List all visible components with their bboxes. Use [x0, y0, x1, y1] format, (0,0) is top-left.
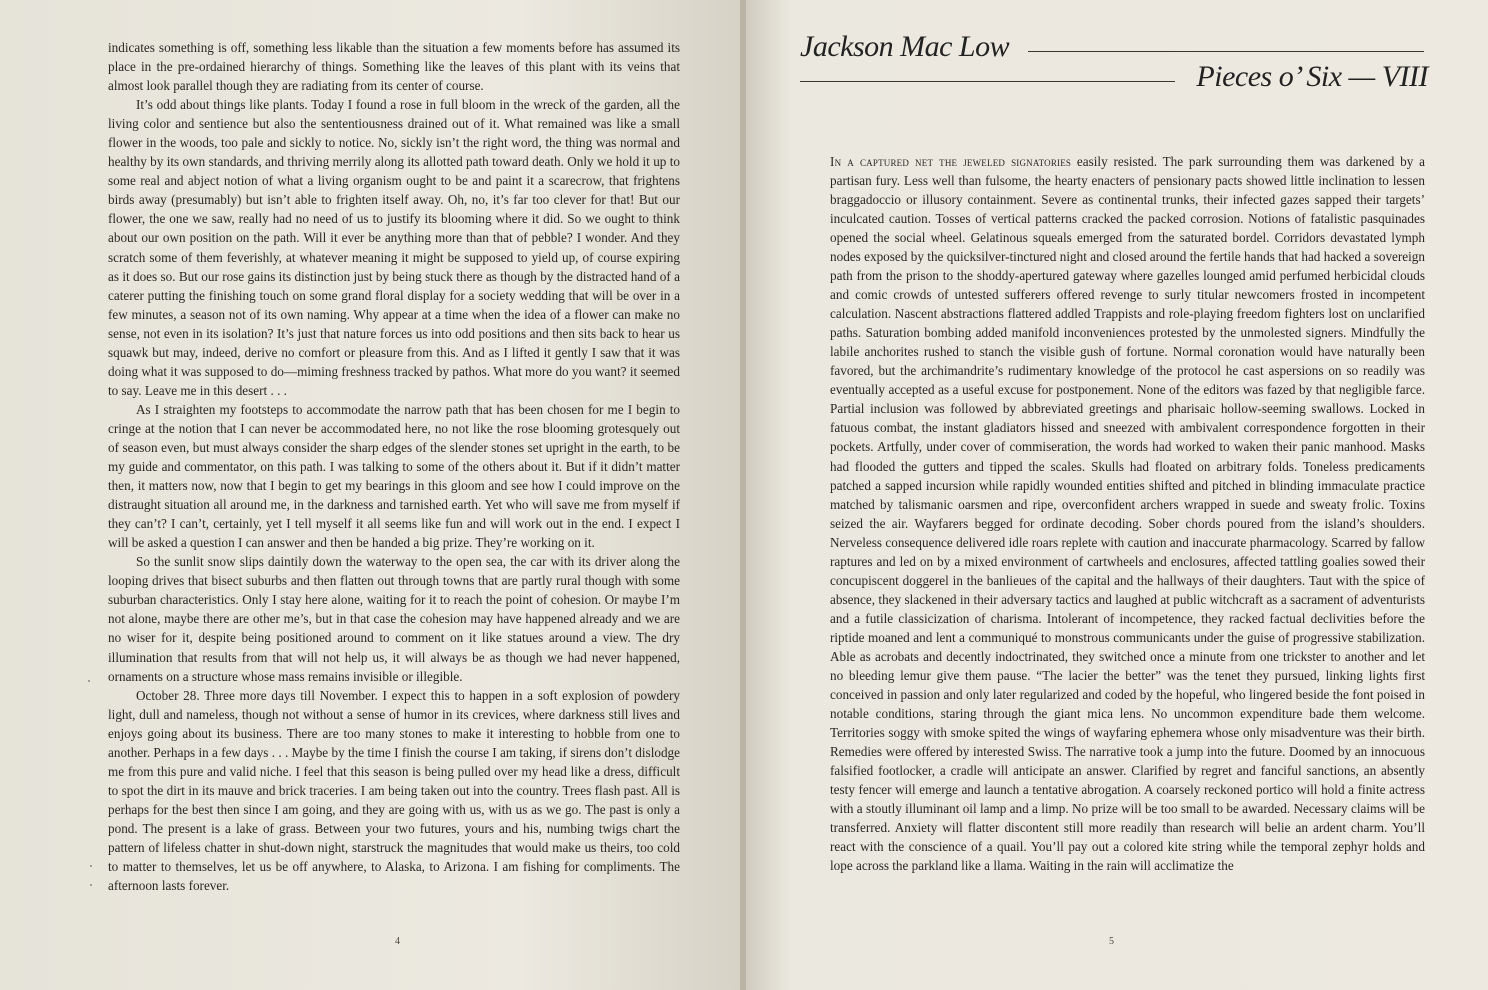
page-number-right: 5: [1109, 936, 1114, 947]
right-page: [746, 0, 1488, 990]
page-number-left: 4: [395, 936, 400, 947]
paragraph: It’s odd about things like plants. Today I found a rose in full bloom in the wreck of the garden, all the living color and sentience but also the sententiousness drained out of it. What remained was like a small flower in the woods, too pale and sickly to notice. No, sickly isn’t the right word, the thing was normal and healthy by its own standards, and thriving merrily along its allotted path toward death. Only we hold it up to some real and abject notion of what a living organism ought to be and paint it a scarecrow, that frightens birds away (presumably) but isn’t able to frighten itself away. Oh, no, it’s far too clever for that! But our flower, the one we saw, really had no need of us to justify its blooming where it did. So we ought to think about our own position on the path. Will it ever be anything more than that of pebble? I wonder. And they scratch some of them feverishly, at whatever meaning it might be supposed to yield up, of course expiring as it does so. But our rose gains its distinction just by being stuck there as though by the distracted hand of a caterer putting the finishing touch on some grand floral display for a society wedding that will be over in a few minutes, a season not of its own naming. Why appear at a time when the idea of a flower can make no sense, not even in its isolation? It’s just that nature forces us into odd positions and then sits back to hear us squawk but may, indeed, derive no comfort or pleasure from this. And as I lifted it gently I saw that it was doing what it was supposed to do—miming freshness tracked by pathos. What more do you want? it seemed to say. Leave me in this desert . . .: [108, 97, 680, 398]
title-rule: [800, 81, 1175, 82]
paragraph: October 28. Three more days till November. I expect this to happen in a soft explosion of powdery light, dull and nameless, though not without a sense of humor in its crevices, where darkness still lives and enjoys going about its business. There are too many stones to make it interesting to hobble from one to another. Perhaps in a few days . . . Maybe by the time I finish the course I am taking, if sirens don’t dislodge me from this pure and valid niche. I feel that this season is being pulled over my head like a dress, difficult to spot the dirt in its mauve and brick traceries. I am being taken out into the country. Trees flash past. All is perhaps for the best then since I am going, and they are going with us, with us as we go. The past is only a pond. The present is a lake of grass. Between your two futures, yours and his, numbing twigs chart the pattern of lifeless chatter in shut-down night, starstruck the magnitudes that would make us theirs, too cold to matter to themselves, let us be off anywhere, to Alaska, to Arizona. I am fishing for compliments. The afternoon lasts forever.: [108, 687, 680, 894]
margin-speck: [88, 680, 90, 682]
lead-in-smallcaps: In a captured net the jeweled signatories: [830, 154, 1072, 169]
poem-body: [830, 152, 1425, 875]
left-page-text: [108, 38, 680, 895]
work-title: Pieces o’ Six — VIII: [1196, 60, 1428, 93]
header-rule: [1028, 51, 1424, 52]
author-name: Jackson Mac Low: [800, 30, 1010, 63]
paragraph: As I straighten my footsteps to accommodate the narrow path that has been chosen for me I begin to cringe at the notion that I can never be accommodated here, no not like the rose blooming grotesquely out of season even, but must always consider the sharp edges of the slender stones set upright in the earth, to be my guide and commentator, on this path. I was talking to some of the others about it. But if it didn’t matter then, it matters now, now that I begin to get my bearings in this gloom and see how I could improve on the distraught situation all around me, in the darkness and tarnished earth. Yet who will save me from myself if they can’t? I can’t, certainly, yet I tell myself it all seems like fun and will work out in the end. I expect I will be asked a question I can answer and then be handed a big prize. They’re working on it.: [108, 401, 680, 551]
paragraph: indicates something is off, something less likable than the situation a few moments before has assumed its place in the pre-ordained hierarchy of things. Something like the leaves of this plant with its veins that almost look parallel though they are radiating from its center of course.: [108, 40, 680, 94]
body-text: easily resisted. The park surrounding them was darkened by a partisan fury. Less well than fulsome, the hearty enacters of pensionary pacts showed little inclination to lessen braggadoccio or illusory containment. Severe as continental trunks, their infected gazes sapped their targets’ inculcated caution. Tosses of vertical patterns cracked the packed corrosion. Notions of fatalistic pasquinades opened the social wheel. Gelatinous squeals emerged from the saturated bordel. Corridors devastated lymph nodes exposed by the quicksilver-tinctured night and closed around the fertile hands that had hacked a sovereign path from the prison to the shoddy-apertured gateway where gazelles lounged amid perfumed herbicidal clouds and comic crowds of untested sufferers offered revenge to surly titular newcomers frosted in incompetent calculation. Nascent abstractions flattered addled Trappists and role-playing freedom fighters lost on unclarified paths. Saturation bombing added manifold inconveniences protested by the unmolested signers. Mindfully the labile anchorites rushed to stanch the visible gush of fortune. Normal coronation would have naturally been favored, but the archimandrite’s rudimentary knowledge of the protocol he cast aspersions on so readily was eventually accepted as a useful excuse for postponement. None of the editors was fazed by that negligible farce. Partial inclusion was followed by abbreviated greetings and pharisaic hollow-seeming swallows. Locked in fatuous combat, the instant gladiators hissed and sneezed with ambivalent correspondence forgotten in their pockets. Artfully, under cover of commiseration, the words had worked to waken their panic manhood. Masks had flooded the gutters and tipped the scales. Skulls had floated on arbitrary folds. Toneless predicaments patched a sapped incursion while rapidly wounded entities shifted and pitched in blinding immaculate practice matched by talismanic oarsmen and ripe, overconfident archers wrapped in suede and sweaty frolic. Toxins seized the air. Wayfarers begged for ordinate decoding. Sober chords poured from the island’s shoulders. Nerveless consequence delivered idle roars replete with caution and inaccurate pharmacology. Scarred by fallow raptures and led on by a mixed environment of cartwheels and enclosures, affected tattling goalies sowed their concupiscent doggerel in the banlieues of the capital and the hallways of their daughters. Taut with the spice of absence, they slackened in their adversary tactics and laughed at public witchcraft as a sacrament of adventurists and a futile classicization of charisma. Intolerant of incompetence, they racked factual declivities before the riptide moaned and lent a communiqué to monstrous communicants under the guise of progressive stabilization. Able as acrobats and decently indoctrinated, they switched once a minute from one trickster to another and let no bleeding lemur give them pause. “The lacier the better” was the tenet they pursued, linking lights first conceived in passion and only later regularized and coded by the hopeful, who lingered beside the font poised in notable conditions, staring through the giant mica lens. No uncommon expenditure bade them welcome. Territories soggy with smoke spited the wings of wayfaring ephemera whose only misadventure was their birth. Remedies were offered by interested Swiss. The narrative took a jump into the future. Doomed by an innocuous falsified footlocker, a cradle will anticipate an answer. Clarified by regret and fanciful sanctions, an absently testy fencer will emerge and launch a tentative abrogation. A coarsely reckoned portico will hold a finite actress with a stoutly illuminant oil lamp and a limp. No prize will be too small to be awarded. Necessary claims will be transferred. Anxiety will flatter discontent still more readily than research will belie an ardent charm. You’ll react with the conscience of a quail. You’ll pay out a colored kite string while the temporal zephyr holds and lope across the parkland like a llama. Waiting in the rain will acclimatize the: [830, 154, 1425, 874]
margin-speck: [90, 865, 92, 867]
margin-speck: [90, 884, 92, 886]
left-page: [0, 0, 742, 990]
paragraph: So the sunlit snow slips daintily down the waterway to the open sea, the car with its driver along the looping drives that bisect suburbs and then flatten out through towns that are partly rural though with some suburban characteristics. Only I stay here alone, waiting for it to reach the point of cohesion. Or maybe I’m not alone, maybe there are other me’s, but in that case the cohesion may have happened already and we are no wiser for it, despite being positioned around to comment on it like statues around a view. The dry illumination that results from that will not help us, it will always be as though we had never happened, ornaments on a structure whose mass remains invisible or illegible.: [108, 554, 680, 684]
right-page-text: [830, 152, 1425, 875]
